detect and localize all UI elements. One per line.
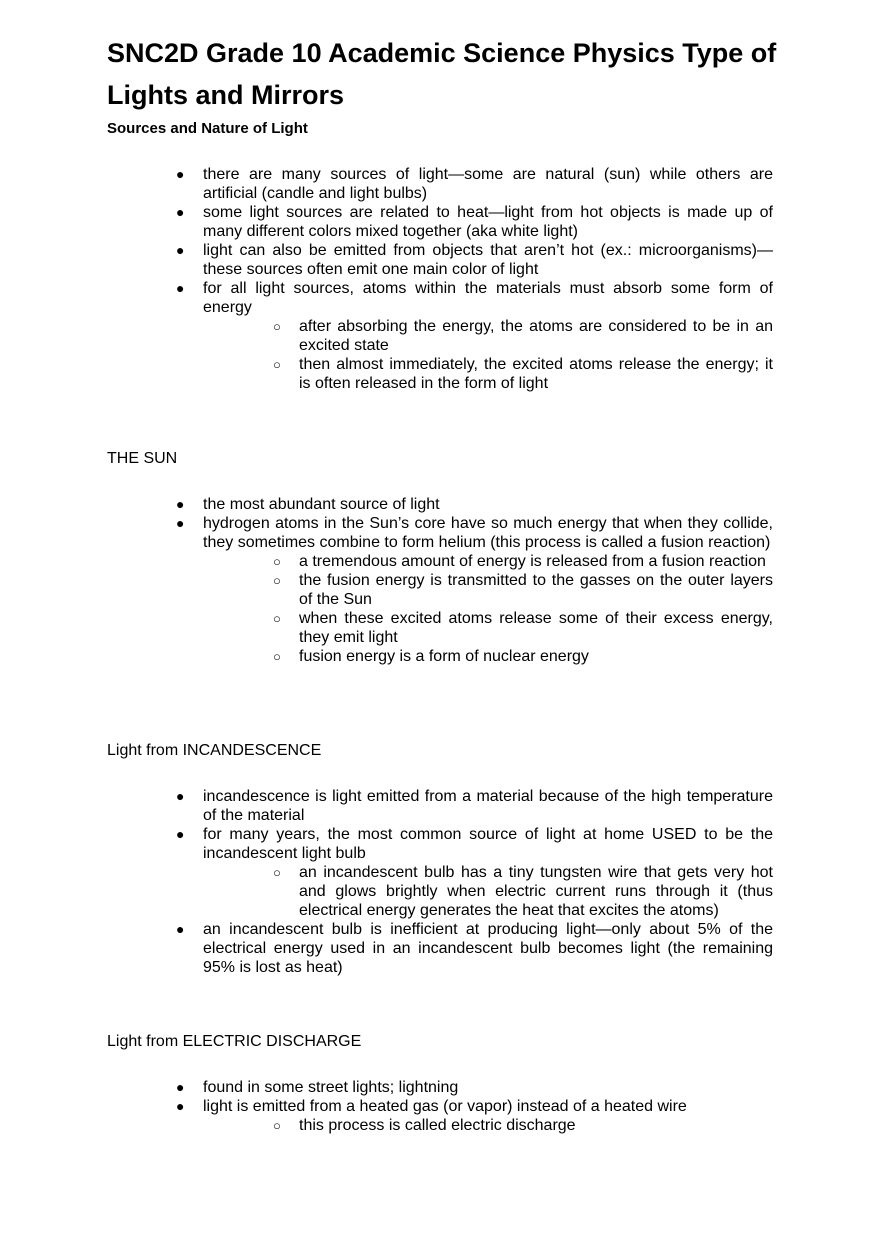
bullet-icon: ● [176,1079,185,1095]
incandescence-bullet-list [0,787,880,977]
list-item-text: light can also be emitted from objects that aren’t hot (ex.: microorganisms)—these sources often emit one main color of light [203,242,773,278]
sub-list-item [273,571,773,609]
sub-bullet-list [203,317,773,393]
bullet-icon: ● [176,1098,185,1114]
sun-bullet-list [0,495,880,666]
sub-list-item-text: an incandescent bulb has a tiny tungsten wire that gets very hot and glows brightly when electric current runs through it (thus electrical energy generates the heat that excites the atoms) [299,864,773,919]
sub-list-item-text: the fusion energy is transmitted to the gasses on the outer layers of the Sun [299,572,773,608]
section-heading-sun: THE SUN [107,450,178,467]
sub-list-item [273,355,773,393]
section-heading-electric-discharge: Light from ELECTRIC DISCHARGE [107,1033,362,1050]
sub-list-item [273,609,773,647]
page-title: SNC2D Grade 10 Academic Science Physics Type of Lights and Mirrors [107,38,777,110]
section-subtitle: Sources and Nature of Light [107,120,308,137]
sub-list-item [273,647,773,666]
list-item [176,825,773,920]
list-item-text: light is emitted from a heated gas (or vapor) instead of a heated wire [203,1098,687,1115]
sub-list-item [273,317,773,355]
bullet-icon: ● [176,166,185,182]
list-item [176,165,773,203]
list-item-text: some light sources are related to heat—light from hot objects is made up of many different colors mixed together (aka white light) [203,204,773,240]
list-item-text: hydrogen atoms in the Sun’s core have so much energy that when they collide, they sometimes combine to form helium (this process is called a fusion reaction) [203,515,773,551]
hollow-bullet-icon: ○ [273,611,281,626]
bullet-icon: ● [176,921,185,937]
bullet-icon: ● [176,826,185,842]
hollow-bullet-icon: ○ [273,649,281,664]
sub-list-item-text: this process is called electric discharge [299,1117,576,1134]
sub-list-item-text: a tremendous amount of energy is released from a fusion reaction [299,553,766,570]
list-item-text: the most abundant source of light [203,496,440,513]
sub-list-item-text: after absorbing the energy, the atoms are considered to be in an excited state [299,318,773,354]
list-item [176,514,773,666]
hollow-bullet-icon: ○ [273,554,281,569]
bullet-icon: ● [176,515,185,531]
sub-list-item [273,552,773,571]
list-item-text: for all light sources, atoms within the materials must absorb some form of energy [203,280,773,316]
list-item [176,495,773,514]
hollow-bullet-icon: ○ [273,865,281,880]
sub-list-item-text: when these excited atoms release some of their excess energy, they emit light [299,610,773,646]
list-item [176,279,773,393]
hollow-bullet-icon: ○ [273,319,281,334]
sub-list-item-text: fusion energy is a form of nuclear energy [299,648,589,665]
list-item-text: for many years, the most common source of light at home USED to be the incandescent light bulb [203,826,773,862]
list-item-text: there are many sources of light—some are natural (sun) while others are artificial (candle and light bulbs) [203,166,773,202]
bullet-icon: ● [176,242,185,258]
list-item-text: an incandescent bulb is inefficient at producing light—only about 5% of the electrical energy used in an incandescent bulb becomes light (the remaining 95% is lost as heat) [203,921,773,976]
bullet-icon: ● [176,280,185,296]
sub-list-item [273,863,773,920]
bullet-icon: ● [176,204,185,220]
section-heading-incandescence: Light from INCANDESCENCE [107,742,322,759]
bullet-icon: ● [176,788,185,804]
sub-bullet-list [203,552,773,666]
list-item [176,203,773,241]
list-item [176,1078,773,1097]
hollow-bullet-icon: ○ [273,1118,281,1133]
hollow-bullet-icon: ○ [273,357,281,372]
sub-list-item-text: then almost immediately, the excited atoms release the energy; it is often released in the form of light [299,356,773,392]
list-item-text: found in some street lights; lightning [203,1079,459,1096]
list-item-text: incandescence is light emitted from a material because of the high temperature of the material [203,788,773,824]
sub-bullet-list [203,863,773,920]
hollow-bullet-icon: ○ [273,573,281,588]
list-item [176,920,773,977]
sources-bullet-list [0,165,880,393]
list-item [176,241,773,279]
sub-bullet-list [203,1116,773,1135]
list-item [176,1097,773,1135]
list-item [176,787,773,825]
electric-discharge-bullet-list [0,1078,880,1135]
sub-list-item [273,1116,773,1135]
bullet-icon: ● [176,496,185,512]
